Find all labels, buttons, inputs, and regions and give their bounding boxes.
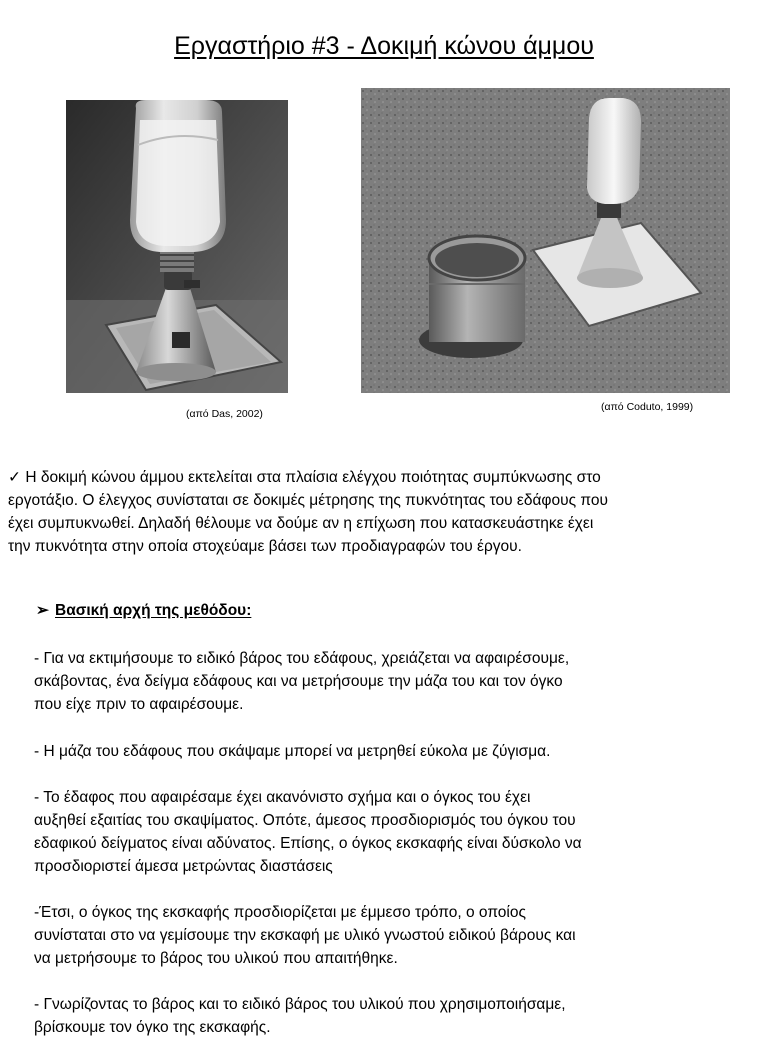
section-heading — [36, 601, 251, 620]
page-title: Εργαστήριο #3 - Δοκιμή κώνου άμμου — [174, 32, 594, 60]
method-paragraph-3: - Το έδαφος που αφαιρέσαμε έχει ακανόνιστο σχήμα και ο όγκος του έχει αυξηθεί εξαιτίας του σκαψίματος. Οπότε, άμεσος προσδιορισμός του όγκου του εδαφικού δείγματος είναι αδύνατος. Επίσης, ο όγκος εκσκαφής είναι δύσκολο να προσδιοριστεί άμεσα μετρώντας διαστάσεις — [34, 789, 582, 875]
method-paragraph-4: -Έτσι, ο όγκος της εκσκαφής προσδιορίζεται με έμμεσο τρόπο, ο οποίος συνίσταται στο να γεμίσουμε την εκσκαφή με υλικό γνωστού ειδικού βάρους και να μετρήσουμε το βάρος του υλικού που απαιτήθηκε. — [34, 904, 576, 967]
left-figure-caption: (από Das, 2002) — [186, 408, 263, 420]
arrow-bullet-icon: ➢ — [36, 602, 49, 619]
check-icon: ✓ — [8, 469, 21, 486]
intro-paragraph — [8, 466, 768, 558]
intro-text: Η δοκιμή κώνου άμμου εκτελείται στα πλαίσια ελέγχου ποιότητας συμπύκνωσης στο εργοτάξιο. Ο έλεγχος συνίσταται σε δοκιμές μέτρησης της πυκνότητας του εδάφους που έχει συμπυκνωθεί. Δηλαδή θέλουμε να δούμε αν η επίχωση που κατασκευάστηκε έχει την πυκνότητα στην οποία στοχεύαμε βάσει των προδιαγραφών του έργου. — [8, 469, 608, 555]
method-paragraph-1: - Για να εκτιμήσουμε το ειδικό βάρος του εδάφους, χρειάζεται να αφαιρέσουμε, σκάβοντας, ένα δείγμα εδάφους και να μετρήσουμε την μάζα του και τον όγκο που είχε πριν το αφαιρέσουμε. — [34, 650, 570, 713]
method-paragraph-2: - Η μάζα του εδάφους που σκάψαμε μπορεί να μετρηθεί εύκολα με ζύγισμα. — [34, 743, 551, 760]
section-heading-text: Βασική αρχή της μεθόδου: — [55, 602, 252, 619]
field-sand-cone-test-photo — [361, 88, 730, 393]
sand-cone-apparatus-photo — [66, 100, 288, 393]
method-paragraph-5: - Γνωρίζοντας το βάρος και το ειδικό βάρος του υλικού που χρησιμοποιήσαμε, βρίσκουμε τον όγκο της εκσκαφής. — [34, 996, 566, 1036]
right-figure-caption: (από Coduto, 1999) — [601, 401, 694, 413]
